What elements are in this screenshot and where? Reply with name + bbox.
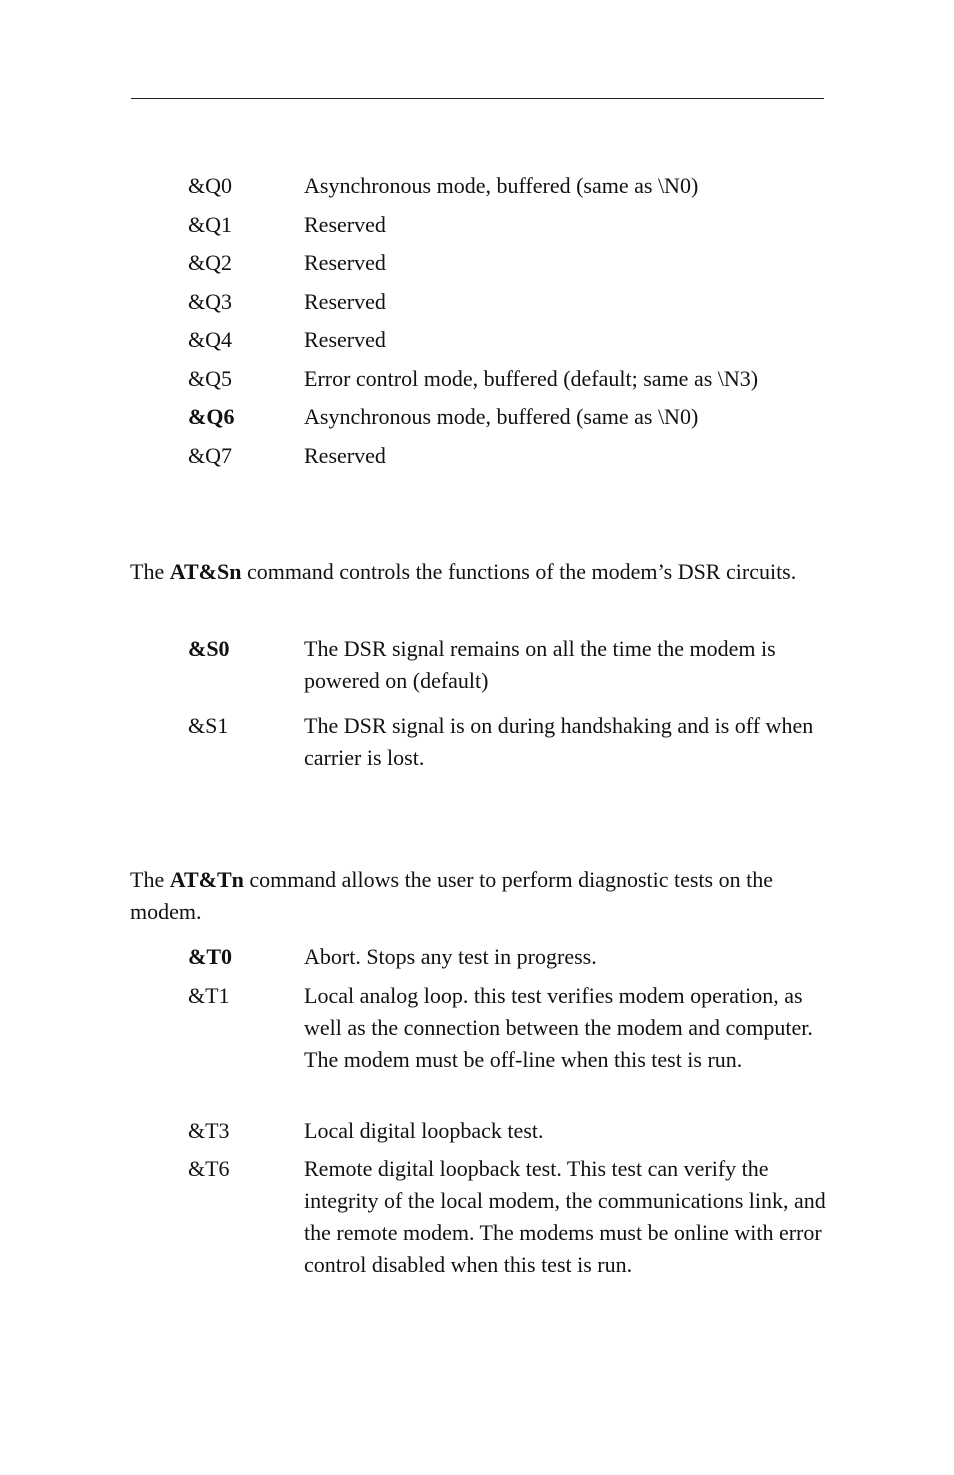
command-description: Asynchronous mode, buffered (same as \N0)	[304, 173, 699, 198]
table-row	[188, 941, 828, 980]
command-description: The DSR signal remains on all the time the modem is powered on (default)	[304, 636, 776, 693]
command-description: Local digital loopback test.	[304, 1118, 544, 1143]
command-code: &S0	[188, 636, 230, 661]
command-code: &Q2	[188, 250, 232, 275]
command-description: Reserved	[304, 211, 386, 237]
table-row	[188, 209, 828, 248]
command-description: Reserved	[304, 250, 386, 275]
table-row	[188, 440, 828, 479]
intro-text: command allows the user to perform diagnostic tests on the modem.	[130, 867, 773, 924]
command-code: &Q0	[188, 173, 232, 198]
command-description: Remote digital loopback test. This test can verify the integrity of the local modem, the communications link, and the remote modem. The modems must be online with error control disabled when this test is run.	[304, 1156, 826, 1277]
header-rule	[131, 98, 824, 99]
command-name: AT&Sn	[169, 559, 242, 584]
table-row	[188, 710, 828, 774]
table-row	[188, 363, 828, 402]
command-code: &S1	[188, 713, 229, 738]
command-code: &Q7	[188, 442, 232, 468]
command-description: Reserved	[304, 327, 386, 352]
command-code: &Q4	[188, 327, 232, 352]
command-code: &Q5	[188, 365, 232, 391]
table-row	[188, 170, 828, 209]
command-description: Reserved	[304, 288, 386, 314]
command-code: &T0	[188, 944, 232, 969]
command-description: Abort. Stops any test in progress.	[304, 944, 597, 969]
command-description: Reserved	[304, 442, 386, 468]
intro-text: command controls the functions of the modem’s DSR circuits.	[241, 559, 797, 584]
s-intro-paragraph	[130, 556, 830, 588]
table-row	[188, 324, 828, 363]
command-code: &Q1	[188, 211, 232, 237]
command-name: AT&Tn	[169, 867, 244, 892]
q-command-table	[188, 170, 828, 478]
table-row	[188, 286, 828, 325]
table-row	[188, 247, 828, 286]
intro-text: The	[130, 867, 170, 892]
t-command-table	[188, 941, 828, 1281]
command-code: &Q6	[188, 404, 235, 429]
table-row	[188, 980, 828, 1115]
s-command-table	[188, 633, 828, 774]
command-description: Local analog loop. this test verifies modem operation, as well as the connection between the modem and computer. The modem must be off-line when this test is run.	[304, 983, 813, 1072]
command-code: &Q3	[188, 288, 232, 314]
command-description: The DSR signal is on during handshaking and is off when carrier is lost.	[304, 713, 814, 770]
command-code: &T1	[188, 983, 230, 1008]
command-description: Error control mode, buffered (default; same as \N3)	[304, 365, 759, 391]
table-row	[188, 401, 828, 440]
intro-text: The	[130, 559, 170, 584]
table-row	[188, 1153, 828, 1281]
t-intro-paragraph	[130, 864, 830, 928]
command-code: &T6	[188, 1156, 230, 1181]
command-code: &T3	[188, 1118, 230, 1143]
command-description: Asynchronous mode, buffered (same as \N0)	[304, 404, 699, 429]
table-row	[188, 1115, 828, 1153]
table-row	[188, 633, 828, 710]
